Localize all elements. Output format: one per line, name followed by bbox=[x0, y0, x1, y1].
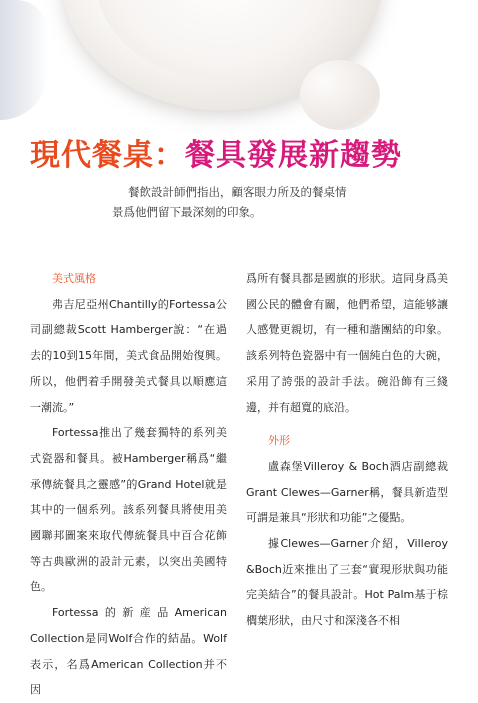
deck-line-2: 景爲他們留下最深刻的印象。 bbox=[112, 205, 262, 219]
title-part-1: 現代餐桌： bbox=[30, 138, 185, 173]
deck-line-1: 餐飲設計師們指出，顧客眼力所及的餐桌情 bbox=[128, 185, 347, 199]
paragraph: 據Clewes—Garner介紹，Villeroy &Boch近來推出了三套“實現形狀與功能完美結合”的餐具設計。Hot Palm基于棕櫚葉形狀，由尺寸和深淺各不相 bbox=[246, 537, 448, 628]
paragraph-continued: 爲所有餐具都是國旗的形狀。這同身爲美國公民的體會有關，他們希望，這能够讓人感覺更親切，有一種和諧團結的印象。該系列特色瓷器中有一個純白色的大碗，采用了誇張的設計手法。碗沿飾有三綫邊，并有超寬的底沿。 bbox=[246, 272, 448, 414]
article-title bbox=[30, 136, 402, 176]
paragraph: Fortessa推出了幾套獨特的系列美式瓷器和餐具。被Hamberger稱爲“繼承傳統餐具之靈感”的Grand Hotel就是其中的一個系列。該系列餐具將使用美國聯邦圖案來取代傳統餐具中百合花飾等古典歐洲的設計元素，以突出美國特色。 bbox=[30, 426, 227, 594]
paragraph: 弗吉尼亞州Chantilly的Fortessa公司副總裁Scott Hamberger說：“在過去的10到15年間，美式食品開始復興。所以，他們着手開發美式餐具以順應這一潮流。” bbox=[30, 297, 227, 414]
saucer-edge bbox=[300, 60, 380, 130]
paragraph: 盧森堡Villeroy & Boch酒店副總裁Grant Clewes—Garner稱，餐具新造型可謂是兼具“形狀和功能”之優點。 bbox=[246, 459, 448, 525]
paragraph: Fortessa的新産品American Collection是同Wolf合作的結晶。Wolf表示，名爲American Collection并不因 bbox=[30, 606, 227, 697]
section-heading-american-style: 美式風格 bbox=[52, 272, 96, 285]
hero-teacup-image bbox=[0, 0, 478, 140]
teacup-side-shading bbox=[0, 0, 48, 120]
right-column bbox=[246, 266, 448, 634]
left-column bbox=[30, 266, 227, 703]
title-part-2: 餐具發展新趨勢 bbox=[185, 138, 402, 173]
article-deck bbox=[112, 182, 347, 222]
section-heading-shape: 外形 bbox=[268, 434, 290, 448]
